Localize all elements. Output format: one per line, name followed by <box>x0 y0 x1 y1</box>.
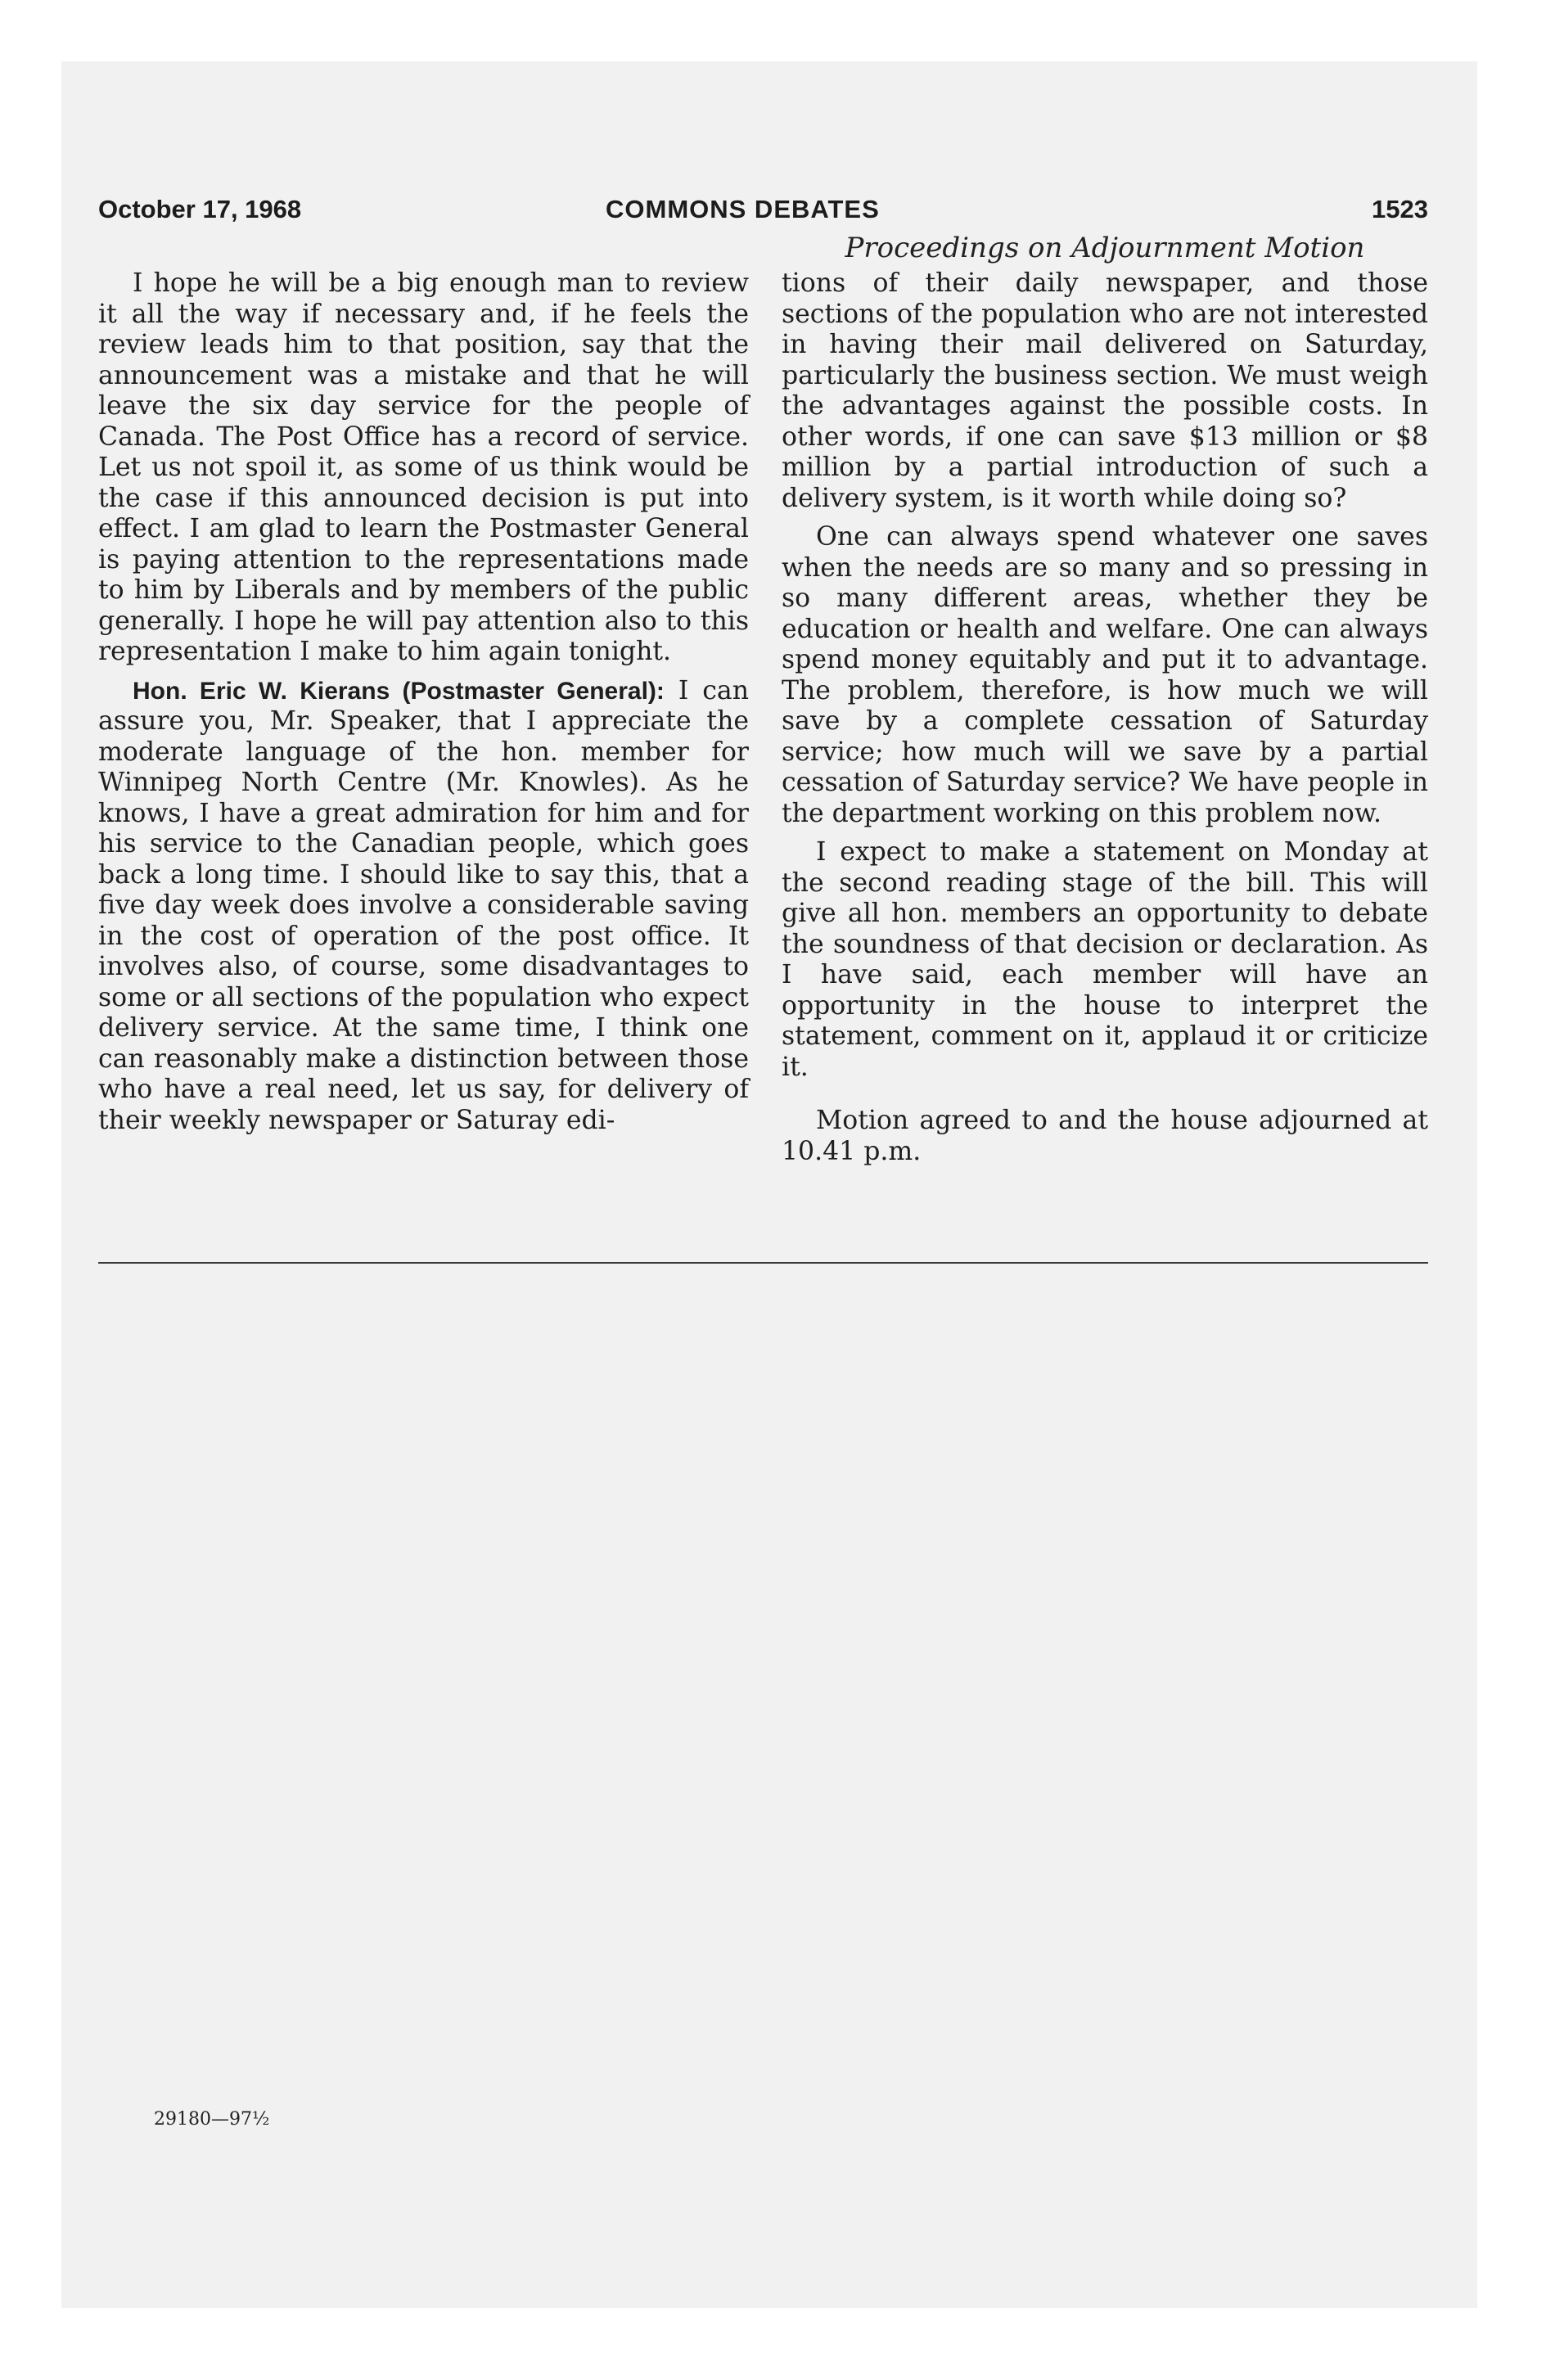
section-rule <box>98 1262 1428 1264</box>
printer-code: 29180—97½ <box>154 2109 270 2130</box>
left-paragraph-1: I hope he will be a big enough man to review it all the way if necessary and, if he feels the review leads him to that position, say that the announcement was a mistake and that he will leave the six day service for the people of Canada. The Post Office has a record of service. Let us not spoil it, as some of us think would be the case if this announced decision is put into effect. I am glad to learn the Postmaster General is paying attention to the representations made to him by Liberals and by members of the public generally. I hope he will pay attention also to this representation I make to him again tonight. <box>98 268 749 666</box>
page-header <box>98 195 1428 231</box>
motion-paragraph: Motion agreed to and the house adjourned at 10.41 p.m. <box>782 1106 1428 1166</box>
paragraph-gap <box>782 1083 1428 1106</box>
speech-paragraph <box>98 676 749 1137</box>
left-column <box>98 268 749 1136</box>
header-title: COMMONS DEBATES <box>606 195 880 223</box>
header-date: October 17, 1968 <box>98 195 302 223</box>
paragraph-gap <box>98 668 749 676</box>
right-paragraph-2: One can always spend whatever one saves when the needs are so many and so pressing in so many different areas, whether they be education or health and welfare. One can always spend money equitably and put it to advantage. The problem, therefore, is how much we will save by a complete cessation of Saturday service; how much will we save by a partial cessation of Saturday service? We have people in the department working on this problem now. <box>782 522 1428 828</box>
right-paragraph-3: I expect to make a statement on Monday at the second reading stage of the bill. This will give all hon. members an opportunity to debate the soundness of that decision or declaration. As I have said, each member will have an opportunity in the house to interpret the statement, comment on it, applaud it or criticize it. <box>782 837 1428 1082</box>
paragraph-gap <box>782 829 1428 837</box>
speech-text: I can assure you, Mr. Speaker, that I appreciate the moderate language of the hon. member for Winnipeg North Centre (Mr. Knowles). As he knows, I have a great admiration for him and for his service to the Canadian people, which goes back a long time. I should like to say this, that a five day week does involve a considerable saving in the cost of operation of the post office. It involves also, of course, some disadvantages to some or all sections of the population who expect delivery service. At the same time, I think one can reasonably make a distinction between those who have a real need, let us say, for delivery of their weekly newspaper or Saturay edi- <box>98 675 750 1135</box>
page-number: 1523 <box>1372 195 1428 223</box>
paragraph-gap <box>782 514 1428 522</box>
right-paragraph-1: tions of their daily newspaper, and those sections of the population who are not interested in having their mail delivered on Saturday, particularly the business section. We must weigh the advantages against the possible costs. In other words, if one can save $13 million or $8 million by a partial introduction of such a delivery system, is it worth while doing so? <box>782 268 1428 513</box>
speaker-name: Hon. Eric W. Kierans (Postmaster General): <box>133 677 665 705</box>
running-head: Proceedings on Adjournment Motion <box>845 232 1365 264</box>
right-column <box>782 268 1428 1167</box>
